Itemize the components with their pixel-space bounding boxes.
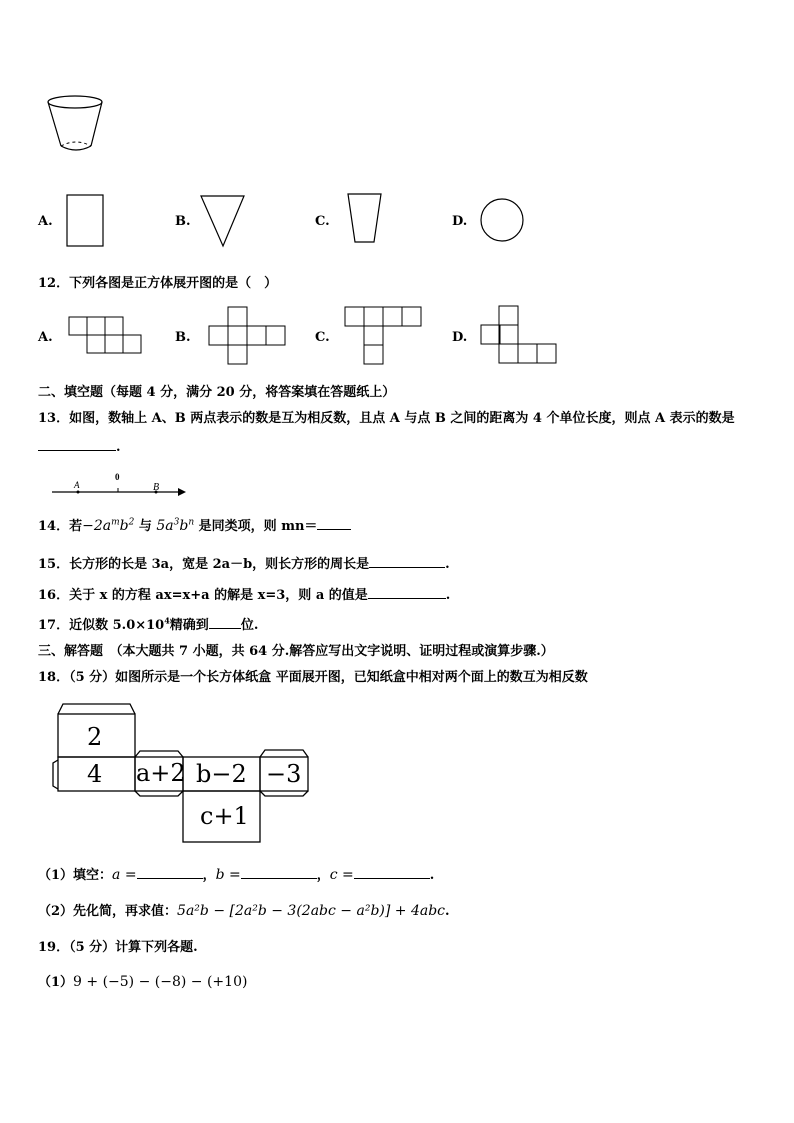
q13-label-a: A: [74, 480, 80, 490]
q11-option-d-label: D.: [452, 214, 468, 229]
q11-option-c-label: C.: [315, 214, 330, 229]
q11-option-d-circle: [478, 197, 528, 247]
q11-option-c-trapezoid: [345, 192, 385, 248]
q12-option-c-net: [344, 306, 424, 366]
q13-label-zero: 0: [115, 472, 120, 482]
q11-option-a-rectangle: [66, 194, 106, 250]
q13-label-b: B: [153, 482, 160, 493]
q18-box-net: [50, 700, 312, 846]
q18-text: 18．（5 分）如图所示是一个长方体纸盒 平面展开图，已知纸盒中相对两个面上的数互为相反数: [38, 670, 588, 685]
q12-option-d-label: D.: [452, 330, 468, 345]
q18-face-c-plus-1: c+1: [200, 802, 249, 830]
q19-text: 19．（5 分）计算下列各题.: [38, 940, 198, 955]
q18-face-a-plus-2: a+2: [136, 759, 186, 787]
q18-part1: （1）填空：a = ，b = ，c = .: [38, 867, 435, 883]
q12-option-d-net: [480, 305, 560, 365]
q11-option-b-label: B.: [175, 214, 191, 229]
q15-text: 15．长方形的长是 3a，宽是 2a－b，则长方形的周长是 .: [38, 557, 450, 572]
q13-number-line: [50, 468, 190, 500]
q11-option-b-triangle: [198, 194, 248, 250]
q12-option-b-label: B.: [175, 330, 191, 345]
q18-face-4: 4: [87, 760, 103, 788]
q18-face-2: 2: [87, 723, 103, 751]
q12-text: 12．下列各图是正方体展开图的是（ ）: [38, 276, 278, 291]
cup-figure: [40, 90, 120, 160]
q19-part1: （1）9 + (−5) − (−8) − (+10): [38, 974, 248, 990]
q18-part2: （2）先化简，再求值：5a²b − [2a²b − 3(2abc − a²b)] + 4abc.: [38, 903, 450, 919]
section-3-heading: 三、解答题 （本大题共 7 小题，共 64 分.解答应写出文字说明、证明过程或演算步骤.）: [38, 644, 554, 659]
q13-text: 13．如图，数轴上 A、B 两点表示的数是互为相反数，且点 A 与点 B 之间的距离为 4 个单位长度，则点 A 表示的数是: [38, 411, 735, 426]
q13-answer-line: .: [38, 438, 121, 455]
q14-text: 14．若$-2a^mb^2$ 与 $5a^3b^n$ 是同类项，则 mn＝: [38, 515, 351, 534]
section-2-heading: 二、填空题（每题 4 分，满分 20 分，将答案填在答题纸上）: [38, 385, 396, 400]
q12-option-a-net: [68, 316, 148, 356]
q12-option-b-net: [208, 306, 288, 366]
q11-option-a-label: A.: [38, 214, 53, 229]
q16-text: 16．关于 x 的方程 ax=x+a 的解是 x=3，则 a 的值是 .: [38, 588, 451, 603]
q12-option-c-label: C.: [315, 330, 330, 345]
q12-option-a-label: A.: [38, 330, 53, 345]
q17-text: 17．近似数 $5.0\times 10^4$精确到 位.: [38, 615, 259, 633]
q18-face-minus-3: −3: [266, 760, 302, 788]
q18-face-b-minus-2: b−2: [196, 760, 247, 788]
